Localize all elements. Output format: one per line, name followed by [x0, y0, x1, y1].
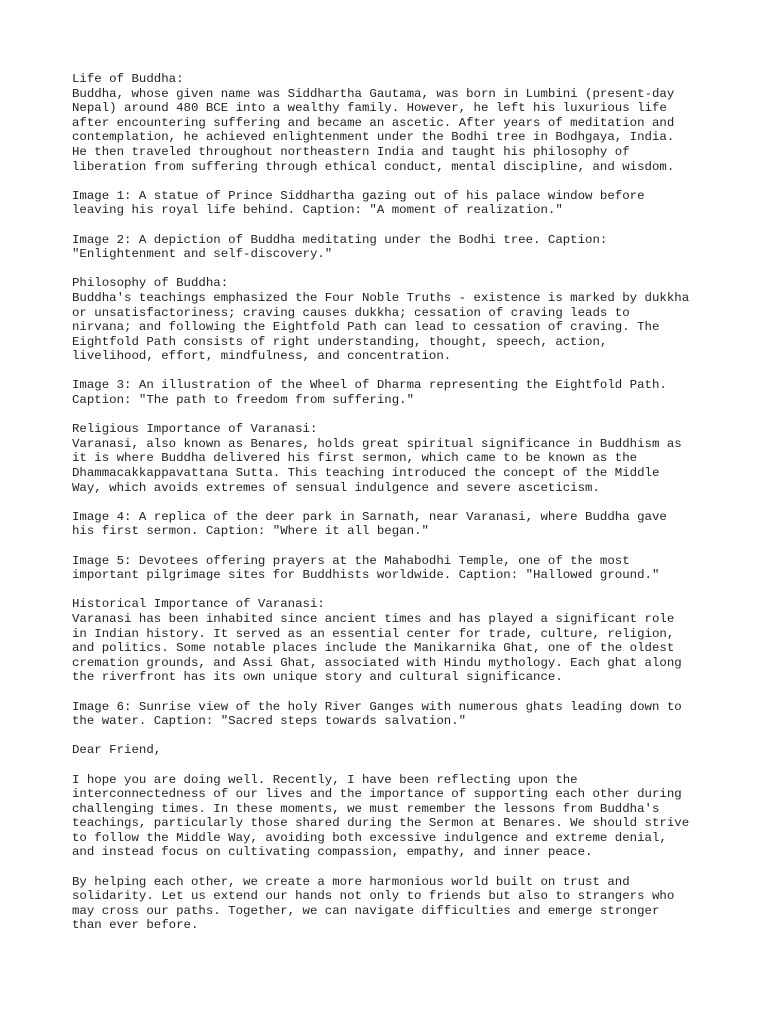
text-line: Philosophy of Buddha:: [72, 276, 229, 291]
text-line: the riverfront has its own unique story and cultural significance.: [72, 670, 563, 685]
text-line: contemplation, he achieved enlightenment under the Bodhi tree in Bodhgaya, India.: [72, 130, 675, 145]
document-page: [72, 72, 712, 948]
image-3-caption: [72, 378, 712, 407]
text-line: liberation from suffering through ethical conduct, mental discipline, and wisdom.: [72, 159, 675, 174]
text-line: Image 5: Devotees offering prayers at the Mahabodhi Temple, one of the most: [72, 553, 630, 568]
text-line: Life of Buddha:: [72, 72, 184, 86]
text-line: Buddha's teachings emphasized the Four Noble Truths - existence is marked by dukkha: [72, 290, 690, 305]
religious-importance-section: [72, 422, 712, 495]
text-line: interconnectedness of our lives and the importance of supporting each other during: [72, 787, 682, 802]
letter-paragraph-1: [72, 773, 712, 861]
text-line: cremation grounds, and Assi Ghat, associated with Hindu mythology. Each ghat along: [72, 655, 682, 670]
text-line: his first sermon. Caption: "Where it all began.": [72, 524, 429, 539]
text-line: leaving his royal life behind. Caption: "A moment of realization.": [72, 203, 563, 218]
text-line: nirvana; and following the Eightfold Path can lead to cessation of craving. The: [72, 320, 660, 335]
text-line: Eightfold Path consists of right understanding, thought, speech, action,: [72, 334, 608, 349]
text-line: "Enlightenment and self-discovery.": [72, 247, 333, 262]
text-line: Historical Importance of Varanasi:: [72, 597, 325, 612]
text-line: Image 4: A replica of the deer park in Sarnath, near Varanasi, where Buddha gave: [72, 509, 667, 524]
image-5-caption: [72, 554, 712, 583]
text-line: livelihood, effort, mindfulness, and concentration.: [72, 349, 452, 364]
text-line: to follow the Middle Way, avoiding both excessive indulgence and extreme denial,: [72, 830, 667, 845]
text-line: in Indian history. It served as an essential center for trade, culture, religion,: [72, 626, 675, 641]
text-line: Image 3: An illustration of the Wheel of Dharma representing the Eightfold Path.: [72, 378, 667, 393]
historical-importance-section: [72, 597, 712, 685]
text-line: after encountering suffering and became an ascetic. After years of meditation and: [72, 115, 675, 130]
text-line: teachings, particularly those shared during the Sermon at Benares. We should strive: [72, 816, 690, 831]
image-2-caption: [72, 233, 712, 262]
text-line: Way, which avoids extremes of sensual indulgence and severe asceticism.: [72, 480, 600, 495]
text-line: Image 6: Sunrise view of the holy River Ganges with numerous ghats leading down to: [72, 699, 682, 714]
text-line: solidarity. Let us extend our hands not only to friends but also to strangers who: [72, 889, 675, 904]
image-6-caption: [72, 700, 712, 729]
text-line: important pilgrimage sites for Buddhists worldwide. Caption: "Hallowed ground.": [72, 568, 660, 583]
text-line: than ever before.: [72, 918, 199, 933]
text-line: Caption: "The path to freedom from suffering.": [72, 393, 415, 408]
life-of-buddha-section: [72, 72, 712, 174]
philosophy-of-buddha-section: [72, 276, 712, 364]
text-line: and politics. Some notable places include the Manikarnika Ghat, one of the oldest: [72, 641, 675, 656]
text-line: He then traveled throughout northeastern India and taught his philosophy of: [72, 144, 630, 159]
text-line: Varanasi, also known as Benares, holds great spiritual significance in Buddhism as: [72, 436, 682, 451]
text-line: Dear Friend,: [72, 743, 162, 758]
text-line: may cross our paths. Together, we can navigate difficulties and emerge stronger: [72, 903, 660, 918]
letter-paragraph-2: [72, 875, 712, 933]
text-line: it is where Buddha delivered his first sermon, which came to be known as the: [72, 451, 638, 466]
image-1-caption: [72, 189, 712, 218]
text-line: Image 1: A statue of Prince Siddhartha gazing out of his palace window before: [72, 188, 645, 203]
text-line: or unsatisfactoriness; craving causes dukkha; cessation of craving leads to: [72, 305, 630, 320]
text-line: Varanasi has been inhabited since ancient times and has played a significant role: [72, 611, 675, 626]
text-line: Buddha, whose given name was Siddhartha Gautama, was born in Lumbini (present-day: [72, 86, 675, 101]
letter-salutation: [72, 743, 712, 758]
text-line: I hope you are doing well. Recently, I have been reflecting upon the: [72, 772, 578, 787]
text-line: and instead focus on cultivating compassion, empathy, and inner peace.: [72, 845, 593, 860]
image-4-caption: [72, 510, 712, 539]
text-line: By helping each other, we create a more harmonious world built on trust and: [72, 874, 630, 889]
text-line: Religious Importance of Varanasi:: [72, 422, 318, 437]
text-line: Nepal) around 480 BCE into a wealthy family. However, he left his luxurious life: [72, 101, 667, 116]
text-line: the water. Caption: "Sacred steps towards salvation.": [72, 714, 467, 729]
text-line: Dhammacakkappavattana Sutta. This teaching introduced the concept of the Middle: [72, 466, 660, 481]
text-line: Image 2: A depiction of Buddha meditating under the Bodhi tree. Caption:: [72, 232, 608, 247]
text-line: challenging times. In these moments, we must remember the lessons from Buddha's: [72, 801, 660, 816]
